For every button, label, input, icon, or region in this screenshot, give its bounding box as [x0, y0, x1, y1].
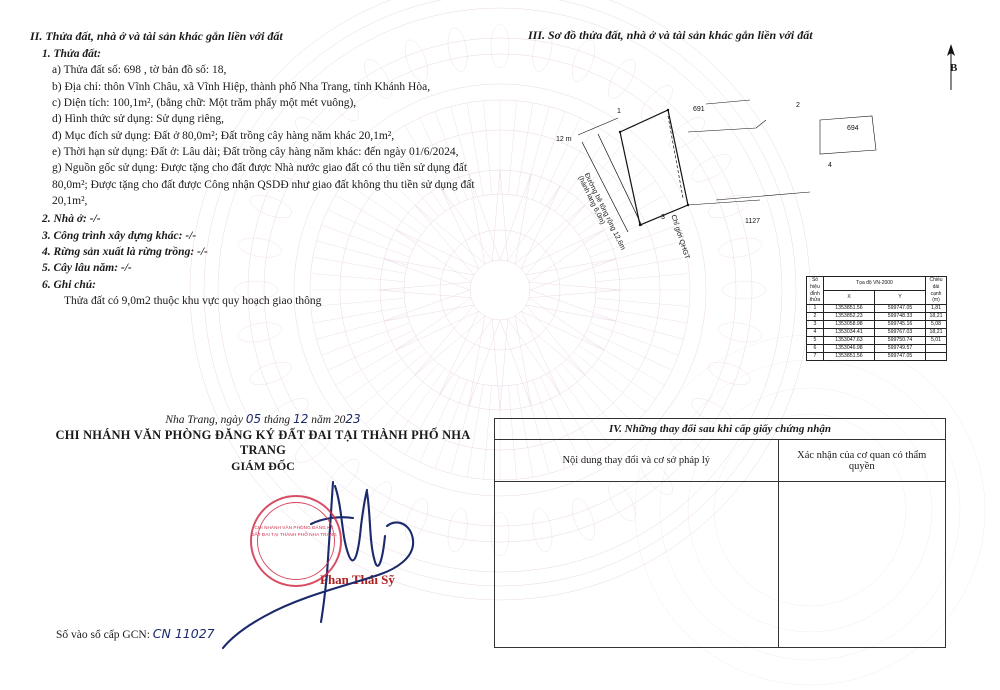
coord-cell-stt: 7: [807, 353, 824, 361]
coord-cell-len: 18,21: [926, 313, 947, 321]
coord-cell-x: 1353047.63: [824, 337, 875, 345]
section-iv-left-header: Nội dung thay đổi và cơ sở pháp lý: [495, 440, 778, 482]
coord-cell-y: 599767.03: [875, 329, 926, 337]
note-label: 6. Ghi chú:: [42, 278, 96, 291]
sketch-label-dimension-top: 12 m: [556, 136, 572, 143]
sketch-label-neighbor-right: 694: [847, 125, 859, 132]
coord-cell-stt: 2: [807, 313, 824, 321]
coord-cell-len: 5,08: [926, 321, 947, 329]
sketch-label-road: Đường bê tông rộng 12,6m (hành lang 6,0m): [576, 172, 627, 252]
signature-date-line: [48, 412, 478, 426]
coord-cell-x: 1353851.56: [824, 305, 875, 313]
sketch-label-corner-3: 3: [661, 214, 665, 221]
section-iv-right-column: [779, 440, 946, 648]
table-row: [807, 337, 947, 345]
land-item-dd: đ) Mục đích sử dụng: Đất ở 80,0m²; Đất trồng cây hàng năm khác 20,1m²,: [52, 129, 395, 142]
coord-cell-stt: 1: [807, 305, 824, 313]
signer-name: Phan Thái Sỹ: [320, 572, 395, 587]
coord-header-y: Y: [875, 291, 926, 305]
sketch-label-neighbor-top-right: 2: [796, 102, 800, 109]
coord-cell-stt: 6: [807, 345, 824, 353]
house-line: 2. Nhà ở: -/-: [42, 213, 101, 226]
book-number-label: Số vào sổ cấp GCN:: [56, 629, 150, 641]
coord-cell-y: 599747.05: [875, 305, 926, 313]
coordinate-table: [806, 276, 947, 361]
section-ii: [30, 28, 500, 309]
signer-title: GIÁM ĐỐC: [231, 459, 295, 473]
land-item-d: d) Hình thức sử dụng: Sử dụng riêng,: [52, 113, 225, 126]
coord-cell-len: 1,81: [926, 305, 947, 313]
table-row: [807, 313, 947, 321]
section-iv-right-body: [779, 482, 946, 647]
section-iv-right-header: Xác nhận của cơ quan có thẩm quyền: [779, 440, 946, 482]
sketch-label-corner-4: 4: [828, 162, 832, 169]
coord-cell-len: [926, 353, 947, 361]
issuing-office: CHI NHÁNH VĂN PHÒNG ĐĂNG KÝ ĐẤT ĐAI TẠI THÀNH PHỐ NHA TRANG: [55, 428, 471, 457]
sketch-label-corner-1: 1: [617, 108, 621, 115]
date-year-label: năm 20: [311, 414, 346, 426]
construction-line: 3. Công trình xây dựng khác: -/-: [42, 229, 197, 242]
land-item-e: e) Thời hạn sử dụng: Đất ở: Lâu dài; Đất trồng cây hàng năm khác: đến ngày 01/6/2024,: [52, 146, 459, 158]
land-item-c: c) Diện tích: 100,1m², (bằng chữ: Một trăm phẩy một mét vuông),: [52, 97, 357, 110]
coord-cell-y: 599750.74: [875, 337, 926, 345]
date-month: 12: [293, 412, 309, 426]
coord-cell-x: 1353046.98: [824, 345, 875, 353]
coord-cell-y: 599748.33: [875, 313, 926, 321]
coord-cell-y: 599749.57: [875, 345, 926, 353]
coord-cell-x: 1353034.41: [824, 329, 875, 337]
date-prefix: Nha Trang, ngày: [165, 414, 243, 426]
table-row: [807, 305, 947, 313]
coord-cell-len: 5,01: [926, 337, 947, 345]
coord-cell-y: 599745.16: [875, 321, 926, 329]
section-ii-title: II. Thửa đất, nhà ở và tài sản khác gắn liền với đất: [30, 29, 283, 43]
section-iv-title: IV. Những thay đổi sau khi cấp giấy chứng nhận: [495, 419, 945, 440]
origin-text: Được tặng cho đất được Nhà nước giao đất có thu tiền sử dụng đất 80,0m²; Được tặng cho đất được Công nhận QSDĐ như giao đất không thu tiền sử dụng đất 20,1m²,: [52, 162, 475, 207]
coord-cell-len: [926, 345, 947, 353]
date-month-label: tháng: [263, 414, 291, 426]
book-number-value: CN 11027: [152, 626, 215, 641]
date-year: 23: [345, 412, 361, 426]
coord-cell-stt: 5: [807, 337, 824, 345]
coord-cell-stt: 4: [807, 329, 824, 337]
sketch-label-neighbor-top-left: 691: [693, 106, 705, 113]
coord-cell-x: 1353058.98: [824, 321, 875, 329]
table-row: [807, 353, 947, 361]
section-iii-title: III. Sơ đồ thửa đất, nhà ở và tài sản khác gắn liền với đất: [528, 28, 813, 42]
section-iv-left-column: [495, 440, 779, 648]
table-row: [807, 345, 947, 353]
coord-header-x: X: [824, 291, 875, 305]
section-iv: [494, 418, 946, 648]
coord-cell-stt: 3: [807, 321, 824, 329]
book-number: [56, 626, 215, 641]
coord-cell-y: 599747.05: [875, 353, 926, 361]
date-day: 05: [245, 412, 262, 426]
land-heading: 1. Thửa đất:: [42, 48, 101, 61]
table-row: [807, 321, 947, 329]
land-item-b: b) Địa chỉ: thôn Vĩnh Châu, xã Vĩnh Hiệp, thành phố Nha Trang, tỉnh Khánh Hòa,: [52, 80, 431, 93]
coord-header-stt: Số hiệu đỉnh thửa: [807, 277, 824, 305]
coord-cell-x: 1353852.23: [824, 313, 875, 321]
forest-line: 4. Rừng sản xuất là rừng trồng: -/-: [42, 245, 208, 258]
perennial-line: 5. Cây lâu năm: -/-: [42, 262, 132, 275]
coord-cell-x: 1353851.56: [824, 353, 875, 361]
section-iv-left-body: [495, 482, 778, 647]
coord-header-system: Tọa độ VN-2000: [824, 277, 926, 291]
note-text: Thửa đất có 9,0m2 thuộc khu vực quy hoạch giao thông: [64, 294, 322, 307]
north-label: B: [950, 62, 958, 74]
table-row: [807, 329, 947, 337]
land-item-a: a) Thửa đất số: 698 , tờ bản đồ số: 18,: [52, 64, 227, 77]
seal-text: CHI NHÁNH VĂN PHÒNG ĐĂNG KÝ ĐẤT ĐAI TẠI THÀNH PHỐ NHA TRANG: [251, 525, 337, 537]
signature-block: [48, 412, 478, 587]
sketch-label-neighbor-bottom: 1127: [745, 218, 761, 225]
coord-cell-len: 18,21: [926, 329, 947, 337]
sketch-label-planning-boundary: Chỉ giới QHGT: [669, 214, 691, 261]
coord-header-length: Chiều dài cạnh (m): [926, 277, 947, 305]
land-item-g: [52, 160, 500, 209]
origin-label: g) Nguồn gốc sử dụng:: [52, 162, 158, 175]
